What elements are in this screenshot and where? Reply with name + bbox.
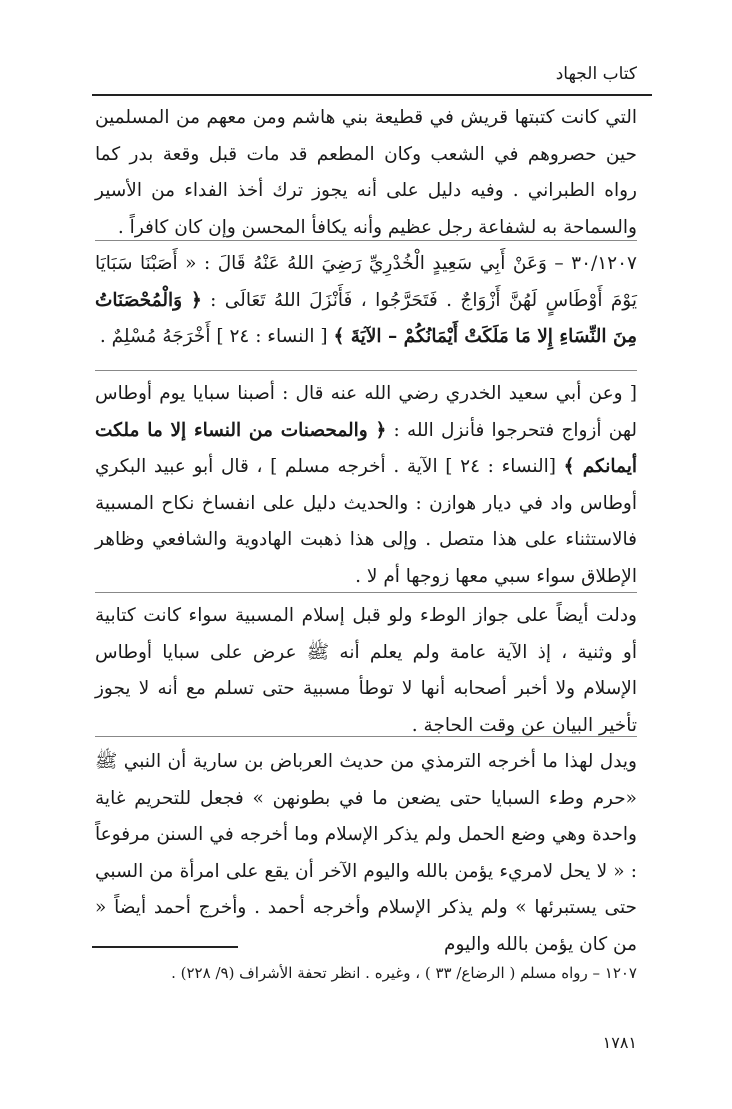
commentary-intro: [ وعن أبي سعيد الخدري رضي الله عنه قال : أصبنا سبايا يوم أوطاس لهن أزواج فتحرجوا فأنزل الله : xyxy=(95,383,637,441)
section-separator xyxy=(95,370,637,371)
commentary-rest: [النساء : ٢٤ ] الآية . أخرجه مسلم ] ، قال أبو عبيد البكري أوطاس واد في ديار هوازن : والحديث دليل على انفساخ نكاح المسبية فالاستثناء على هذا متصل . وإلى هذا ذهبت الهادوية والشافعي وظاهر الإطلاق سواء سبي معها زوجها أم لا . xyxy=(95,456,637,587)
header-divider xyxy=(92,94,652,96)
section-separator xyxy=(95,736,637,737)
hadith-source: [ النساء : ٢٤ ] أَخْرَجَهُ مُسْلِمٌ . xyxy=(99,326,334,347)
footnote: ١٢٠٧ – رواه مسلم ( الرضاع/ ٣٣ ) ، وغيره . انظر تحفة الأشراف (٩/ ٢٢٨) . xyxy=(171,964,637,982)
commentary-paragraph-3: ودلت أيضاً على جواز الوطء ولو قبل إسلام المسبية سواء كانت كتابية أو وثنية ، إذ الآية عامة ولم يعلم أنه ﷺ عرض على سبايا أوطاس الإسلام ولا أخبر أصحابه أنها لا توطأ مسبية حتى تسلم مع أنه لا يجوز تأخير البيان عن وقت الحاجة . xyxy=(95,605,637,736)
page-number: ١٧٨١ xyxy=(602,1033,637,1052)
commentary-paragraph-4: ويدل لهذا ما أخرجه الترمذي من حديث العرباض بن سارية أن النبي ﷺ «حرم وطء السبايا حتى يضعن ما في بطونهن » فجعل للتحريم غاية واحدة وهي وضع الحمل ولم يذكر الإسلام وما أخرجه في السنن مرفوعاً : « لا يحل لامريء يؤمن بالله واليوم الآخر أن يقع على امرأة من السبي حتى يستبرئها » ولم يذكر الإسلام وأخرجه أحمد . وأخرج أحمد أيضاً « من كان يؤمن بالله واليوم xyxy=(95,751,637,955)
section-separator xyxy=(95,592,637,593)
footnote-divider xyxy=(92,946,238,948)
section-separator xyxy=(95,240,637,241)
commentary-paragraph-1: التي كانت كتبتها قريش في قطيعة بني هاشم ومن معهم من المسلمين حين حصروهم في الشعب وكان المطعم قد مات قبل وقعة بدر كما رواه الطبراني . وفيه دليل على أنه يجوز ترك أخذ الفداء من الأسير والسماحة به لشفاعة رجل عظيم وأنه يكافأ المحسن وإن كان كافراً . xyxy=(95,107,637,238)
hadith-verse: ﴿ وَالْمُحْصَنَاتُ مِنَ النِّسَاءِ إِلا مَا مَلَكَتْ أَيْمَانُكُمْ – الآيَةَ ﴾ xyxy=(95,289,637,347)
commentary-paragraph-2 xyxy=(95,376,637,595)
commentary-verse: ﴿ والمحصنات من النساء إلا ما ملكت أيمانكم ﴾ xyxy=(95,419,637,477)
hadith-intro: ٣٠/١٢٠٧ – وَعَنْ أَبِي سَعِيدٍ الْخُدْرِيِّ رَضِيَ اللهُ عَنْهُ قَالَ : « أَصَبْنَا سَبَايَا يَوْمَ أَوْطَاسٍ لَهُنَّ أَزْوَاجٌ . فَتَحَرَّجُوا ، فَأَنْزَلَ اللهُ تَعَالَى : xyxy=(95,253,637,311)
hadith-text xyxy=(95,246,637,356)
chapter-header-title: كتاب الجهاد xyxy=(555,64,637,84)
